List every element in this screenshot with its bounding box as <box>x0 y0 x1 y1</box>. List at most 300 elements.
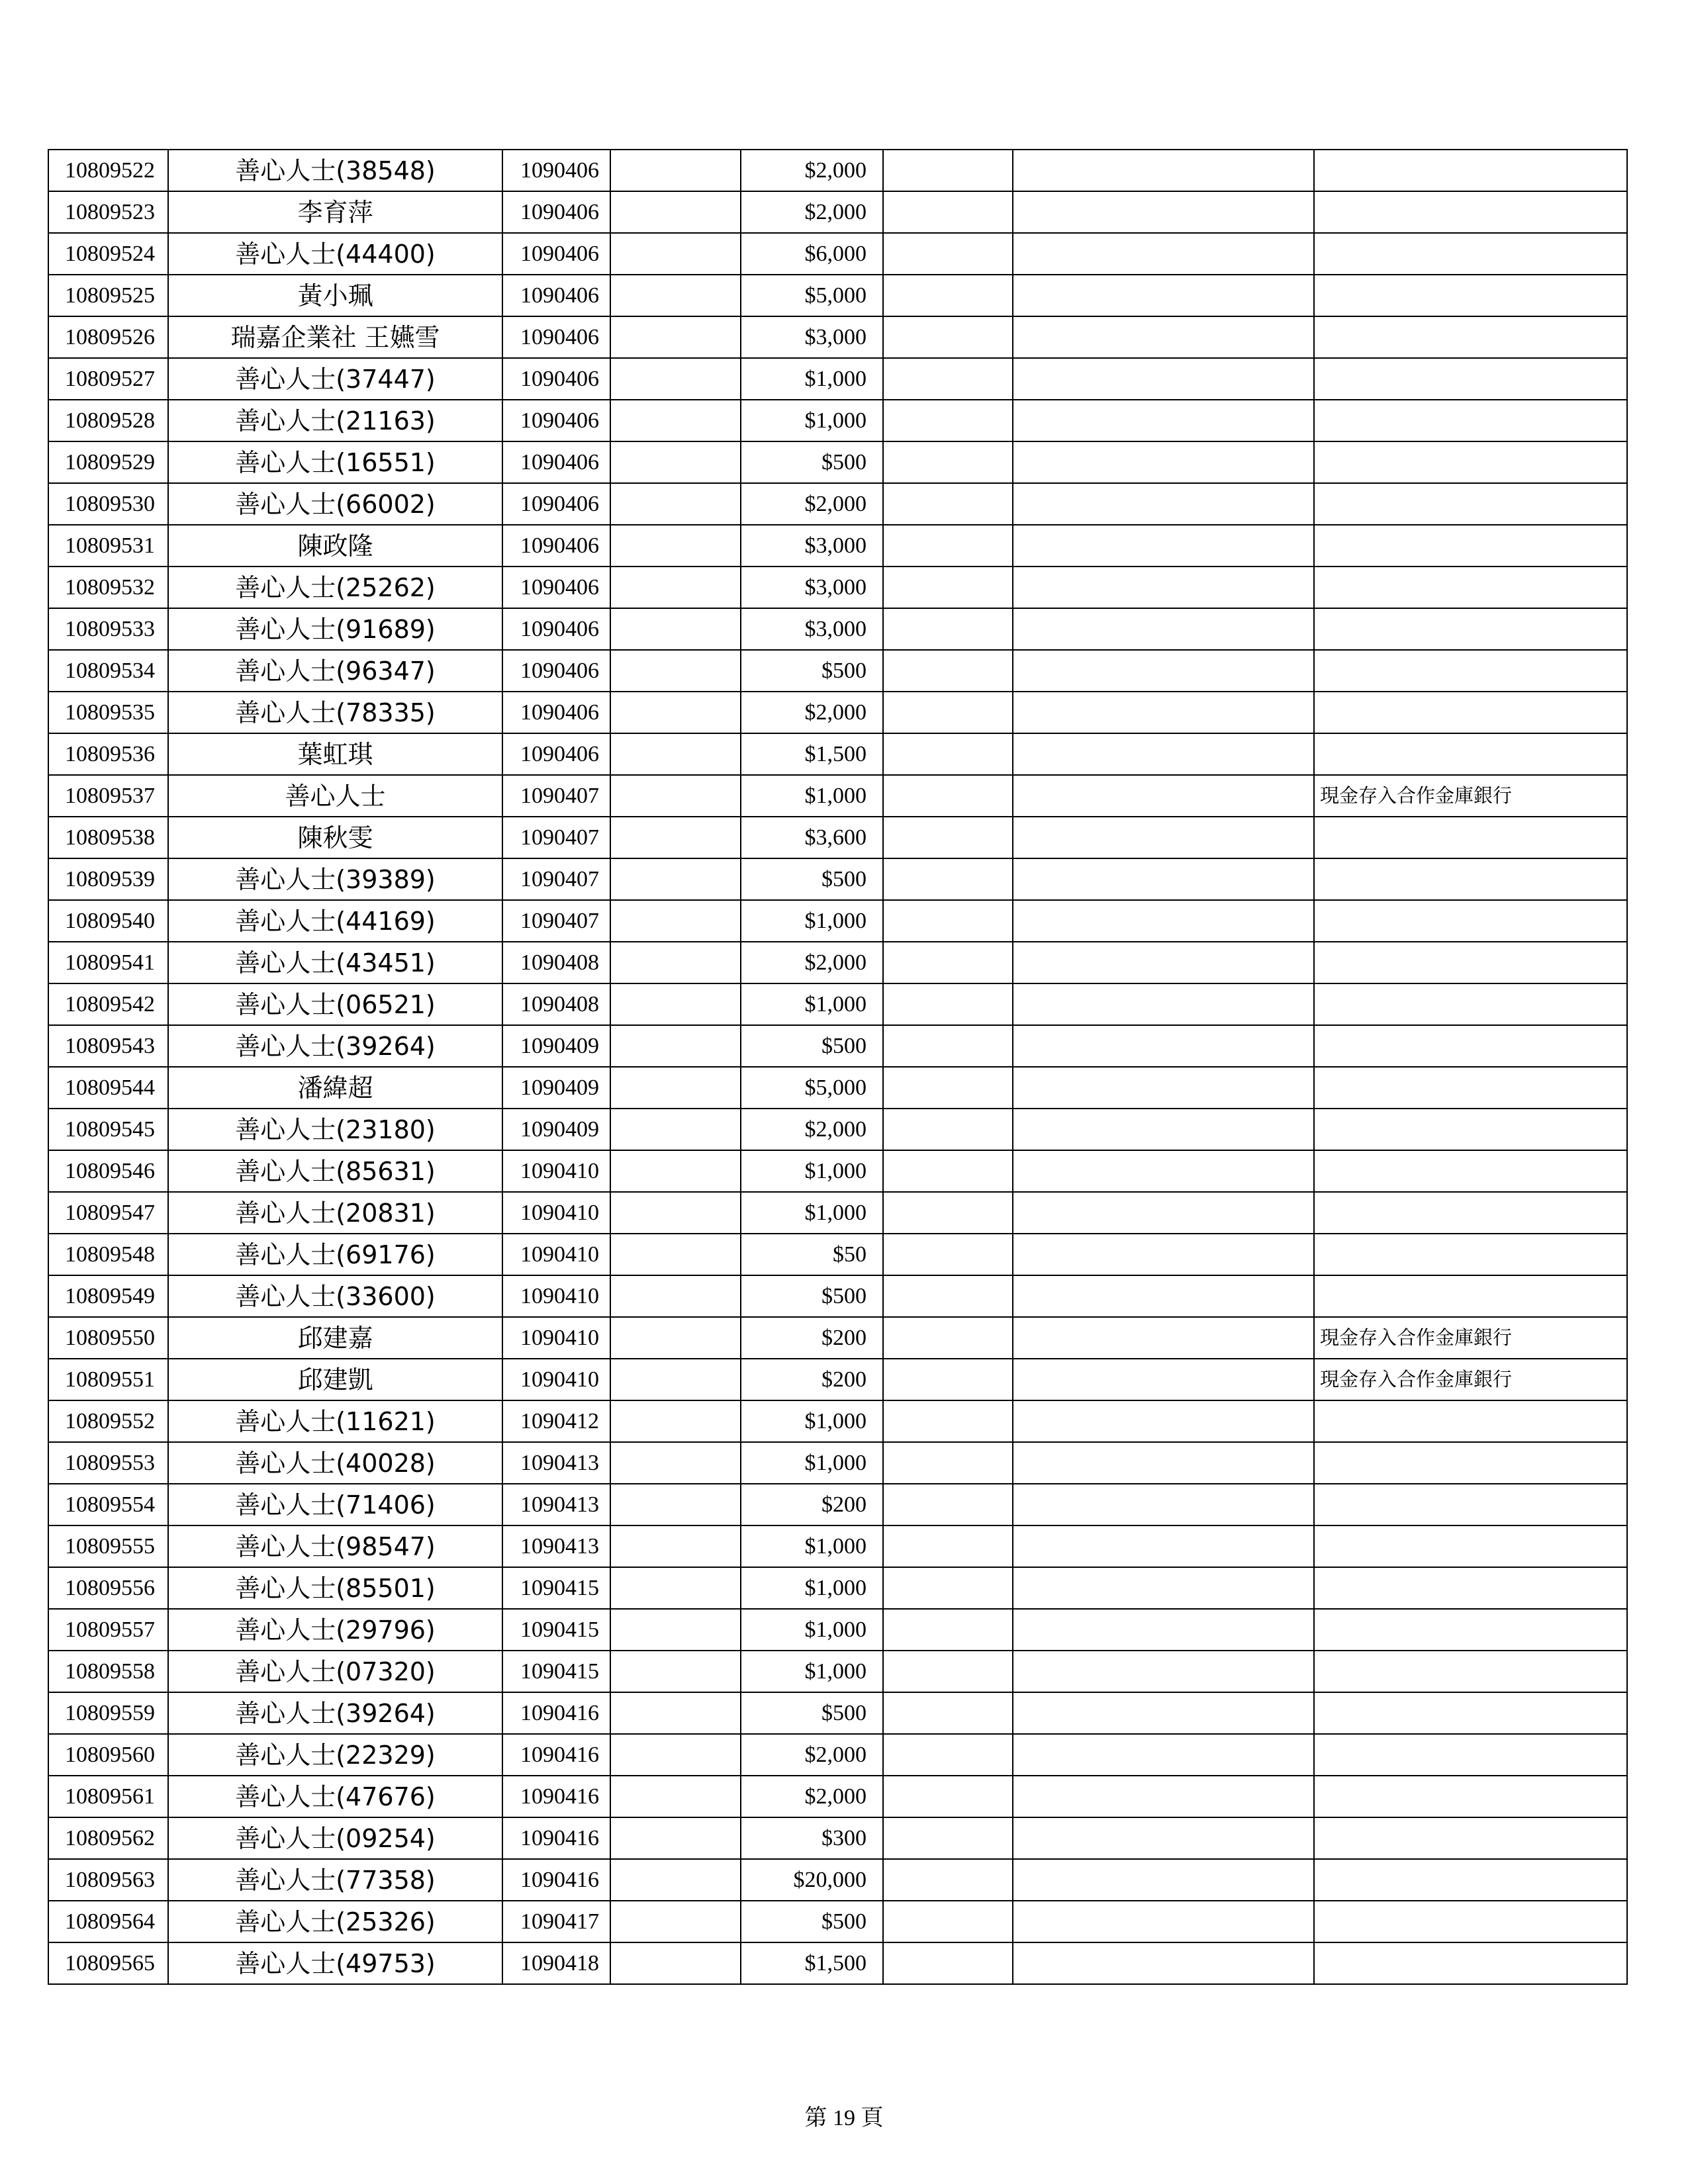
note-cell <box>1314 1525 1627 1567</box>
empty-cell <box>1013 817 1314 858</box>
amount-cell: $6,000 <box>741 233 883 275</box>
note-cell <box>1314 608 1627 650</box>
note-cell: 現金存入合作金庫銀行 <box>1314 1359 1627 1400</box>
donation-date-cell: 1090406 <box>502 441 610 483</box>
receipt-number-cell: 10809548 <box>48 1234 168 1275</box>
amount-cell: $1,000 <box>741 1567 883 1609</box>
empty-cell <box>1013 1817 1314 1859</box>
empty-cell <box>1013 1317 1314 1359</box>
donation-date-cell: 1090406 <box>502 358 610 400</box>
empty-cell <box>1013 858 1314 900</box>
receipt-number-cell: 10809564 <box>48 1901 168 1942</box>
empty-cell <box>883 1859 1013 1901</box>
amount-cell: $500 <box>741 1025 883 1067</box>
table-row <box>48 316 1627 358</box>
empty-cell <box>1013 400 1314 441</box>
empty-cell <box>883 692 1013 733</box>
donation-table-body <box>48 150 1627 1984</box>
amount-cell: $500 <box>741 441 883 483</box>
amount-cell: $2,000 <box>741 1109 883 1150</box>
table-row <box>48 1567 1627 1609</box>
donation-date-cell: 1090406 <box>502 191 610 233</box>
table-row <box>48 191 1627 233</box>
donation-date-cell: 1090407 <box>502 775 610 817</box>
empty-cell <box>610 650 741 692</box>
empty-cell <box>883 567 1013 608</box>
note-cell <box>1314 1150 1627 1192</box>
note-cell <box>1314 817 1627 858</box>
receipt-number-cell: 10809553 <box>48 1442 168 1484</box>
receipt-number-cell: 10809563 <box>48 1859 168 1901</box>
donor-name-cell: 善心人士(09254) <box>168 1817 502 1859</box>
receipt-number-cell: 10809527 <box>48 358 168 400</box>
receipt-number-cell: 10809537 <box>48 775 168 817</box>
table-row <box>48 650 1627 692</box>
empty-cell <box>1013 900 1314 942</box>
table-row <box>48 983 1627 1025</box>
empty-cell <box>610 400 741 441</box>
donation-date-cell: 1090408 <box>502 942 610 983</box>
table-row <box>48 233 1627 275</box>
empty-cell <box>610 525 741 567</box>
empty-cell <box>1013 1192 1314 1234</box>
donation-date-cell: 1090407 <box>502 817 610 858</box>
receipt-number-cell: 10809522 <box>48 150 168 191</box>
note-cell <box>1314 1609 1627 1651</box>
empty-cell <box>883 1734 1013 1776</box>
note-cell <box>1314 1484 1627 1525</box>
receipt-number-cell: 10809539 <box>48 858 168 900</box>
donation-date-cell: 1090410 <box>502 1275 610 1317</box>
empty-cell <box>1013 1359 1314 1400</box>
empty-cell <box>610 858 741 900</box>
empty-cell <box>610 1192 741 1234</box>
receipt-number-cell: 10809534 <box>48 650 168 692</box>
empty-cell <box>610 1400 741 1442</box>
amount-cell: $1,000 <box>741 900 883 942</box>
donation-date-cell: 1090415 <box>502 1567 610 1609</box>
table-row <box>48 775 1627 817</box>
amount-cell: $500 <box>741 858 883 900</box>
receipt-number-cell: 10809549 <box>48 1275 168 1317</box>
receipt-number-cell: 10809525 <box>48 275 168 316</box>
empty-cell <box>883 1567 1013 1609</box>
amount-cell: $2,000 <box>741 692 883 733</box>
table-row <box>48 1942 1627 1984</box>
table-row <box>48 1692 1627 1734</box>
receipt-number-cell: 10809540 <box>48 900 168 942</box>
amount-cell: $1,500 <box>741 1942 883 1984</box>
donation-date-cell: 1090408 <box>502 983 610 1025</box>
empty-cell <box>883 608 1013 650</box>
donation-date-cell: 1090410 <box>502 1359 610 1400</box>
donor-name-cell: 善心人士(39264) <box>168 1025 502 1067</box>
amount-cell: $2,000 <box>741 483 883 525</box>
receipt-number-cell: 10809544 <box>48 1067 168 1109</box>
donation-date-cell: 1090406 <box>502 733 610 775</box>
amount-cell: $2,000 <box>741 1776 883 1817</box>
empty-cell <box>610 233 741 275</box>
empty-cell <box>883 191 1013 233</box>
empty-cell <box>610 1150 741 1192</box>
empty-cell <box>883 1651 1013 1692</box>
donor-name-cell: 邱建凱 <box>168 1359 502 1400</box>
empty-cell <box>883 733 1013 775</box>
empty-cell <box>610 275 741 316</box>
empty-cell <box>883 233 1013 275</box>
empty-cell <box>610 441 741 483</box>
empty-cell <box>883 817 1013 858</box>
table-row <box>48 150 1627 191</box>
note-cell <box>1314 1942 1627 1984</box>
donor-name-cell: 善心人士(40028) <box>168 1442 502 1484</box>
donor-name-cell: 善心人士(66002) <box>168 483 502 525</box>
empty-cell <box>1013 1484 1314 1525</box>
donation-date-cell: 1090406 <box>502 525 610 567</box>
donation-date-cell: 1090406 <box>502 608 610 650</box>
table-row <box>48 400 1627 441</box>
amount-cell: $20,000 <box>741 1859 883 1901</box>
note-cell <box>1314 233 1627 275</box>
amount-cell: $3,000 <box>741 316 883 358</box>
note-cell <box>1314 191 1627 233</box>
empty-cell <box>610 1234 741 1275</box>
receipt-number-cell: 10809561 <box>48 1776 168 1817</box>
empty-cell <box>883 858 1013 900</box>
empty-cell <box>1013 1734 1314 1776</box>
receipt-number-cell: 10809556 <box>48 1567 168 1609</box>
donor-name-cell: 善心人士(44400) <box>168 233 502 275</box>
empty-cell <box>883 358 1013 400</box>
empty-cell <box>1013 191 1314 233</box>
table-row <box>48 1901 1627 1942</box>
donor-name-cell: 善心人士(39389) <box>168 858 502 900</box>
donation-date-cell: 1090415 <box>502 1609 610 1651</box>
empty-cell <box>1013 567 1314 608</box>
table-row <box>48 692 1627 733</box>
empty-cell <box>883 1442 1013 1484</box>
donation-date-cell: 1090415 <box>502 1651 610 1692</box>
donor-name-cell: 邱建嘉 <box>168 1317 502 1359</box>
empty-cell <box>883 150 1013 191</box>
note-cell <box>1314 1901 1627 1942</box>
empty-cell <box>610 1817 741 1859</box>
empty-cell <box>610 1942 741 1984</box>
receipt-number-cell: 10809550 <box>48 1317 168 1359</box>
donation-date-cell: 1090410 <box>502 1150 610 1192</box>
receipt-number-cell: 10809536 <box>48 733 168 775</box>
note-cell <box>1314 1234 1627 1275</box>
table-row <box>48 900 1627 942</box>
receipt-number-cell: 10809560 <box>48 1734 168 1776</box>
empty-cell <box>883 1692 1013 1734</box>
receipt-number-cell: 10809541 <box>48 942 168 983</box>
empty-cell <box>610 1484 741 1525</box>
donor-name-cell: 葉虹琪 <box>168 733 502 775</box>
table-row <box>48 1025 1627 1067</box>
empty-cell <box>1013 775 1314 817</box>
note-cell <box>1314 150 1627 191</box>
donor-name-cell: 善心人士(37447) <box>168 358 502 400</box>
empty-cell <box>610 1734 741 1776</box>
note-cell <box>1314 316 1627 358</box>
donation-date-cell: 1090409 <box>502 1109 610 1150</box>
donor-name-cell: 善心人士(25262) <box>168 567 502 608</box>
receipt-number-cell: 10809528 <box>48 400 168 441</box>
donor-name-cell: 善心人士(38548) <box>168 150 502 191</box>
amount-cell: $3,000 <box>741 567 883 608</box>
empty-cell <box>610 1776 741 1817</box>
donor-name-cell: 黃小珮 <box>168 275 502 316</box>
amount-cell: $1,000 <box>741 1150 883 1192</box>
note-cell <box>1314 567 1627 608</box>
empty-cell <box>610 1859 741 1901</box>
donation-date-cell: 1090416 <box>502 1692 610 1734</box>
empty-cell <box>1013 1942 1314 1984</box>
empty-cell <box>1013 525 1314 567</box>
table-row <box>48 1609 1627 1651</box>
note-cell <box>1314 358 1627 400</box>
empty-cell <box>610 1567 741 1609</box>
empty-cell <box>1013 483 1314 525</box>
table-row <box>48 483 1627 525</box>
empty-cell <box>610 733 741 775</box>
empty-cell <box>1013 1275 1314 1317</box>
donor-name-cell: 善心人士(25326) <box>168 1901 502 1942</box>
receipt-number-cell: 10809559 <box>48 1692 168 1734</box>
donor-name-cell: 善心人士(33600) <box>168 1275 502 1317</box>
note-cell <box>1314 1859 1627 1901</box>
receipt-number-cell: 10809531 <box>48 525 168 567</box>
empty-cell <box>1013 1150 1314 1192</box>
donation-date-cell: 1090416 <box>502 1734 610 1776</box>
table-row <box>48 608 1627 650</box>
amount-cell: $1,000 <box>741 358 883 400</box>
donation-date-cell: 1090409 <box>502 1025 610 1067</box>
donation-date-cell: 1090406 <box>502 150 610 191</box>
empty-cell <box>610 150 741 191</box>
empty-cell <box>883 483 1013 525</box>
receipt-number-cell: 10809565 <box>48 1942 168 1984</box>
empty-cell <box>883 1484 1013 1525</box>
donor-name-cell: 李育萍 <box>168 191 502 233</box>
empty-cell <box>883 1109 1013 1150</box>
table-row <box>48 1525 1627 1567</box>
empty-cell <box>883 650 1013 692</box>
amount-cell: $5,000 <box>741 1067 883 1109</box>
empty-cell <box>610 1525 741 1567</box>
empty-cell <box>610 983 741 1025</box>
empty-cell <box>1013 1109 1314 1150</box>
donation-date-cell: 1090409 <box>502 1067 610 1109</box>
donation-date-cell: 1090413 <box>502 1525 610 1567</box>
note-cell <box>1314 983 1627 1025</box>
receipt-number-cell: 10809546 <box>48 1150 168 1192</box>
empty-cell <box>610 1442 741 1484</box>
empty-cell <box>1013 692 1314 733</box>
receipt-number-cell: 10809542 <box>48 983 168 1025</box>
note-cell <box>1314 1817 1627 1859</box>
empty-cell <box>883 1234 1013 1275</box>
note-cell <box>1314 1692 1627 1734</box>
table-row <box>48 1859 1627 1901</box>
empty-cell <box>610 316 741 358</box>
donor-name-cell: 善心人士(21163) <box>168 400 502 441</box>
receipt-number-cell: 10809529 <box>48 441 168 483</box>
empty-cell <box>1013 1776 1314 1817</box>
empty-cell <box>1013 358 1314 400</box>
donor-name-cell: 善心人士(43451) <box>168 942 502 983</box>
empty-cell <box>1013 942 1314 983</box>
empty-cell <box>610 1317 741 1359</box>
note-cell <box>1314 483 1627 525</box>
amount-cell: $3,600 <box>741 817 883 858</box>
receipt-number-cell: 10809533 <box>48 608 168 650</box>
donor-name-cell: 善心人士(06521) <box>168 983 502 1025</box>
table-row <box>48 1359 1627 1400</box>
empty-cell <box>610 1359 741 1400</box>
table-row <box>48 275 1627 316</box>
empty-cell <box>883 441 1013 483</box>
note-cell: 現金存入合作金庫銀行 <box>1314 1317 1627 1359</box>
empty-cell <box>610 483 741 525</box>
empty-cell <box>883 1942 1013 1984</box>
empty-cell <box>610 1275 741 1317</box>
note-cell <box>1314 692 1627 733</box>
note-cell <box>1314 525 1627 567</box>
amount-cell: $200 <box>741 1359 883 1400</box>
donor-name-cell: 善心人士(16551) <box>168 441 502 483</box>
receipt-number-cell: 10809551 <box>48 1359 168 1400</box>
receipt-number-cell: 10809558 <box>48 1651 168 1692</box>
amount-cell: $3,000 <box>741 608 883 650</box>
note-cell <box>1314 1567 1627 1609</box>
table-row <box>48 525 1627 567</box>
amount-cell: $500 <box>741 650 883 692</box>
amount-cell: $3,000 <box>741 525 883 567</box>
receipt-number-cell: 10809545 <box>48 1109 168 1150</box>
donor-name-cell: 善心人士(29796) <box>168 1609 502 1651</box>
donor-name-cell: 善心人士(71406) <box>168 1484 502 1525</box>
empty-cell <box>883 1609 1013 1651</box>
empty-cell <box>883 1150 1013 1192</box>
amount-cell: $500 <box>741 1901 883 1942</box>
amount-cell: $50 <box>741 1234 883 1275</box>
empty-cell <box>1013 233 1314 275</box>
amount-cell: $1,000 <box>741 1525 883 1567</box>
empty-cell <box>883 1067 1013 1109</box>
donor-name-cell: 瑞嘉企業社 王嬿雪 <box>168 316 502 358</box>
empty-cell <box>1013 1525 1314 1567</box>
table-row <box>48 358 1627 400</box>
empty-cell <box>1013 1567 1314 1609</box>
empty-cell <box>1013 1067 1314 1109</box>
donation-date-cell: 1090416 <box>502 1859 610 1901</box>
receipt-number-cell: 10809538 <box>48 817 168 858</box>
empty-cell <box>883 1317 1013 1359</box>
empty-cell <box>1013 1234 1314 1275</box>
amount-cell: $1,000 <box>741 1400 883 1442</box>
note-cell <box>1314 400 1627 441</box>
empty-cell <box>610 775 741 817</box>
table-row <box>48 942 1627 983</box>
table-row <box>48 1734 1627 1776</box>
note-cell: 現金存入合作金庫銀行 <box>1314 775 1627 817</box>
empty-cell <box>883 1525 1013 1567</box>
empty-cell <box>883 775 1013 817</box>
donation-date-cell: 1090412 <box>502 1400 610 1442</box>
empty-cell <box>883 1901 1013 1942</box>
note-cell <box>1314 1109 1627 1150</box>
empty-cell <box>1013 1442 1314 1484</box>
empty-cell <box>883 1359 1013 1400</box>
donor-name-cell: 善心人士(96347) <box>168 650 502 692</box>
empty-cell <box>610 1067 741 1109</box>
donation-date-cell: 1090413 <box>502 1442 610 1484</box>
amount-cell: $2,000 <box>741 942 883 983</box>
empty-cell <box>1013 1025 1314 1067</box>
empty-cell <box>883 1400 1013 1442</box>
donor-name-cell: 善心人士(11621) <box>168 1400 502 1442</box>
amount-cell: $1,000 <box>741 983 883 1025</box>
note-cell <box>1314 1192 1627 1234</box>
note-cell <box>1314 1400 1627 1442</box>
empty-cell <box>610 1609 741 1651</box>
amount-cell: $1,000 <box>741 400 883 441</box>
receipt-number-cell: 10809547 <box>48 1192 168 1234</box>
receipt-number-cell: 10809554 <box>48 1484 168 1525</box>
table-row <box>48 1651 1627 1692</box>
empty-cell <box>1013 608 1314 650</box>
empty-cell <box>1013 983 1314 1025</box>
donation-date-cell: 1090416 <box>502 1776 610 1817</box>
donation-date-cell: 1090406 <box>502 692 610 733</box>
donor-name-cell: 善心人士(23180) <box>168 1109 502 1150</box>
note-cell <box>1314 1275 1627 1317</box>
table-row <box>48 567 1627 608</box>
note-cell <box>1314 858 1627 900</box>
empty-cell <box>610 1901 741 1942</box>
amount-cell: $2,000 <box>741 150 883 191</box>
amount-cell: $1,500 <box>741 733 883 775</box>
donation-date-cell: 1090410 <box>502 1317 610 1359</box>
empty-cell <box>610 567 741 608</box>
table-row <box>48 1817 1627 1859</box>
note-cell <box>1314 733 1627 775</box>
note-cell <box>1314 1442 1627 1484</box>
empty-cell <box>610 358 741 400</box>
donor-name-cell: 善心人士(98547) <box>168 1525 502 1567</box>
amount-cell: $1,000 <box>741 1609 883 1651</box>
donor-name-cell: 善心人士(39264) <box>168 1692 502 1734</box>
donor-name-cell: 善心人士(69176) <box>168 1234 502 1275</box>
note-cell <box>1314 900 1627 942</box>
empty-cell <box>883 275 1013 316</box>
empty-cell <box>1013 733 1314 775</box>
empty-cell <box>610 1025 741 1067</box>
amount-cell: $1,000 <box>741 1442 883 1484</box>
donor-name-cell: 善心人士(78335) <box>168 692 502 733</box>
donation-date-cell: 1090407 <box>502 858 610 900</box>
donor-name-cell: 善心人士(49753) <box>168 1942 502 1984</box>
amount-cell: $5,000 <box>741 275 883 316</box>
table-row <box>48 1275 1627 1317</box>
receipt-number-cell: 10809562 <box>48 1817 168 1859</box>
table-row <box>48 817 1627 858</box>
note-cell <box>1314 1734 1627 1776</box>
receipt-number-cell: 10809524 <box>48 233 168 275</box>
empty-cell <box>883 900 1013 942</box>
